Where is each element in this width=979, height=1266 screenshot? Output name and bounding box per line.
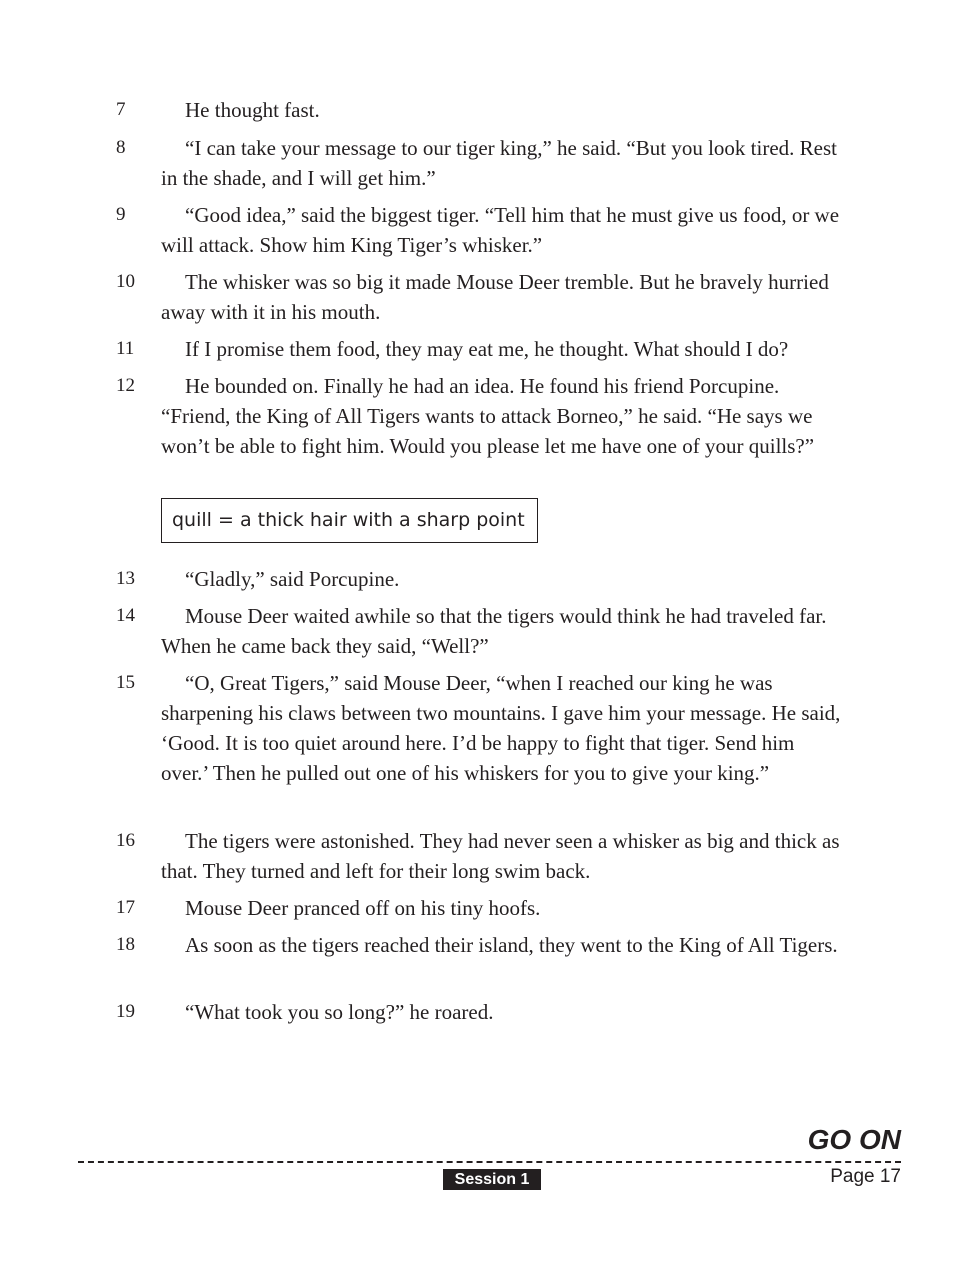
paragraph-number: 14 [116,605,135,626]
glossary-box: quill = a thick hair with a sharp point [161,498,538,543]
paragraph-number: 7 [116,99,126,120]
paragraph-number: 10 [116,271,135,292]
paragraph-text: “O, Great Tigers,” said Mouse Deer, “when I reached our king he was sharpening his claws between two mountains. I gave him your message. He said, ‘Good. It is too quiet around here. I’d be happy to fight that tiger. Send him over.’ Then he pulled out one of his whiskers for you to give your king.” [161,671,841,785]
paragraph-number: 13 [116,568,135,589]
paragraph-number: 18 [116,934,135,955]
go-on-label: GO ON [807,1124,901,1155]
paragraph-number: 16 [116,830,135,851]
paragraph-number: 19 [116,1001,135,1022]
paragraph-number: 12 [116,375,135,396]
paragraph-text: Mouse Deer waited awhile so that the tigers would think he had traveled far. When he came back they said, “Well?” [161,604,827,658]
paragraph-text: The whisker was so big it made Mouse Deer tremble. But he bravely hurried away with it in his mouth. [161,270,829,324]
page-number: Page 17 [830,1166,901,1187]
paragraph-text: The tigers were astonished. They had never seen a whisker as big and thick as that. They turned and left for their long swim back. [161,829,840,883]
paragraph-number: 11 [116,338,135,359]
paragraph-text: “I can take your message to our tiger king,” he said. “But you look tired. Rest in the shade, and I will get him.” [161,136,837,190]
paragraph-number: 15 [116,672,135,693]
paragraph-text: “Good idea,” said the biggest tiger. “Tell him that he must give us food, or we will attack. Show him King Tiger’s whisker.” [161,203,840,257]
paragraph-text: He thought fast. [185,98,320,122]
paragraph-number: 8 [116,137,126,158]
session-badge: Session 1 [443,1169,541,1190]
paragraph-text: “Gladly,” said Porcupine. [185,567,400,591]
paragraph-text: As soon as the tigers reached their island, they went to the King of All Tigers. [185,933,838,957]
paragraph-text: “What took you so long?” he roared. [185,1000,494,1024]
footer-divider [78,1161,901,1163]
paragraph-text: If I promise them food, they may eat me, he thought. What should I do? [185,337,789,361]
paragraph-number: 9 [116,204,126,225]
paragraph-number: 17 [116,897,135,918]
paragraph-text: He bounded on. Finally he had an idea. He found his friend Porcupine. “Friend, the King of All Tigers wants to attack Borneo,” he said. “He says we won’t be able to fight him. Would you please let me have one of your quills?” [161,374,815,458]
paragraph-text: Mouse Deer pranced off on his tiny hoofs. [185,896,541,920]
